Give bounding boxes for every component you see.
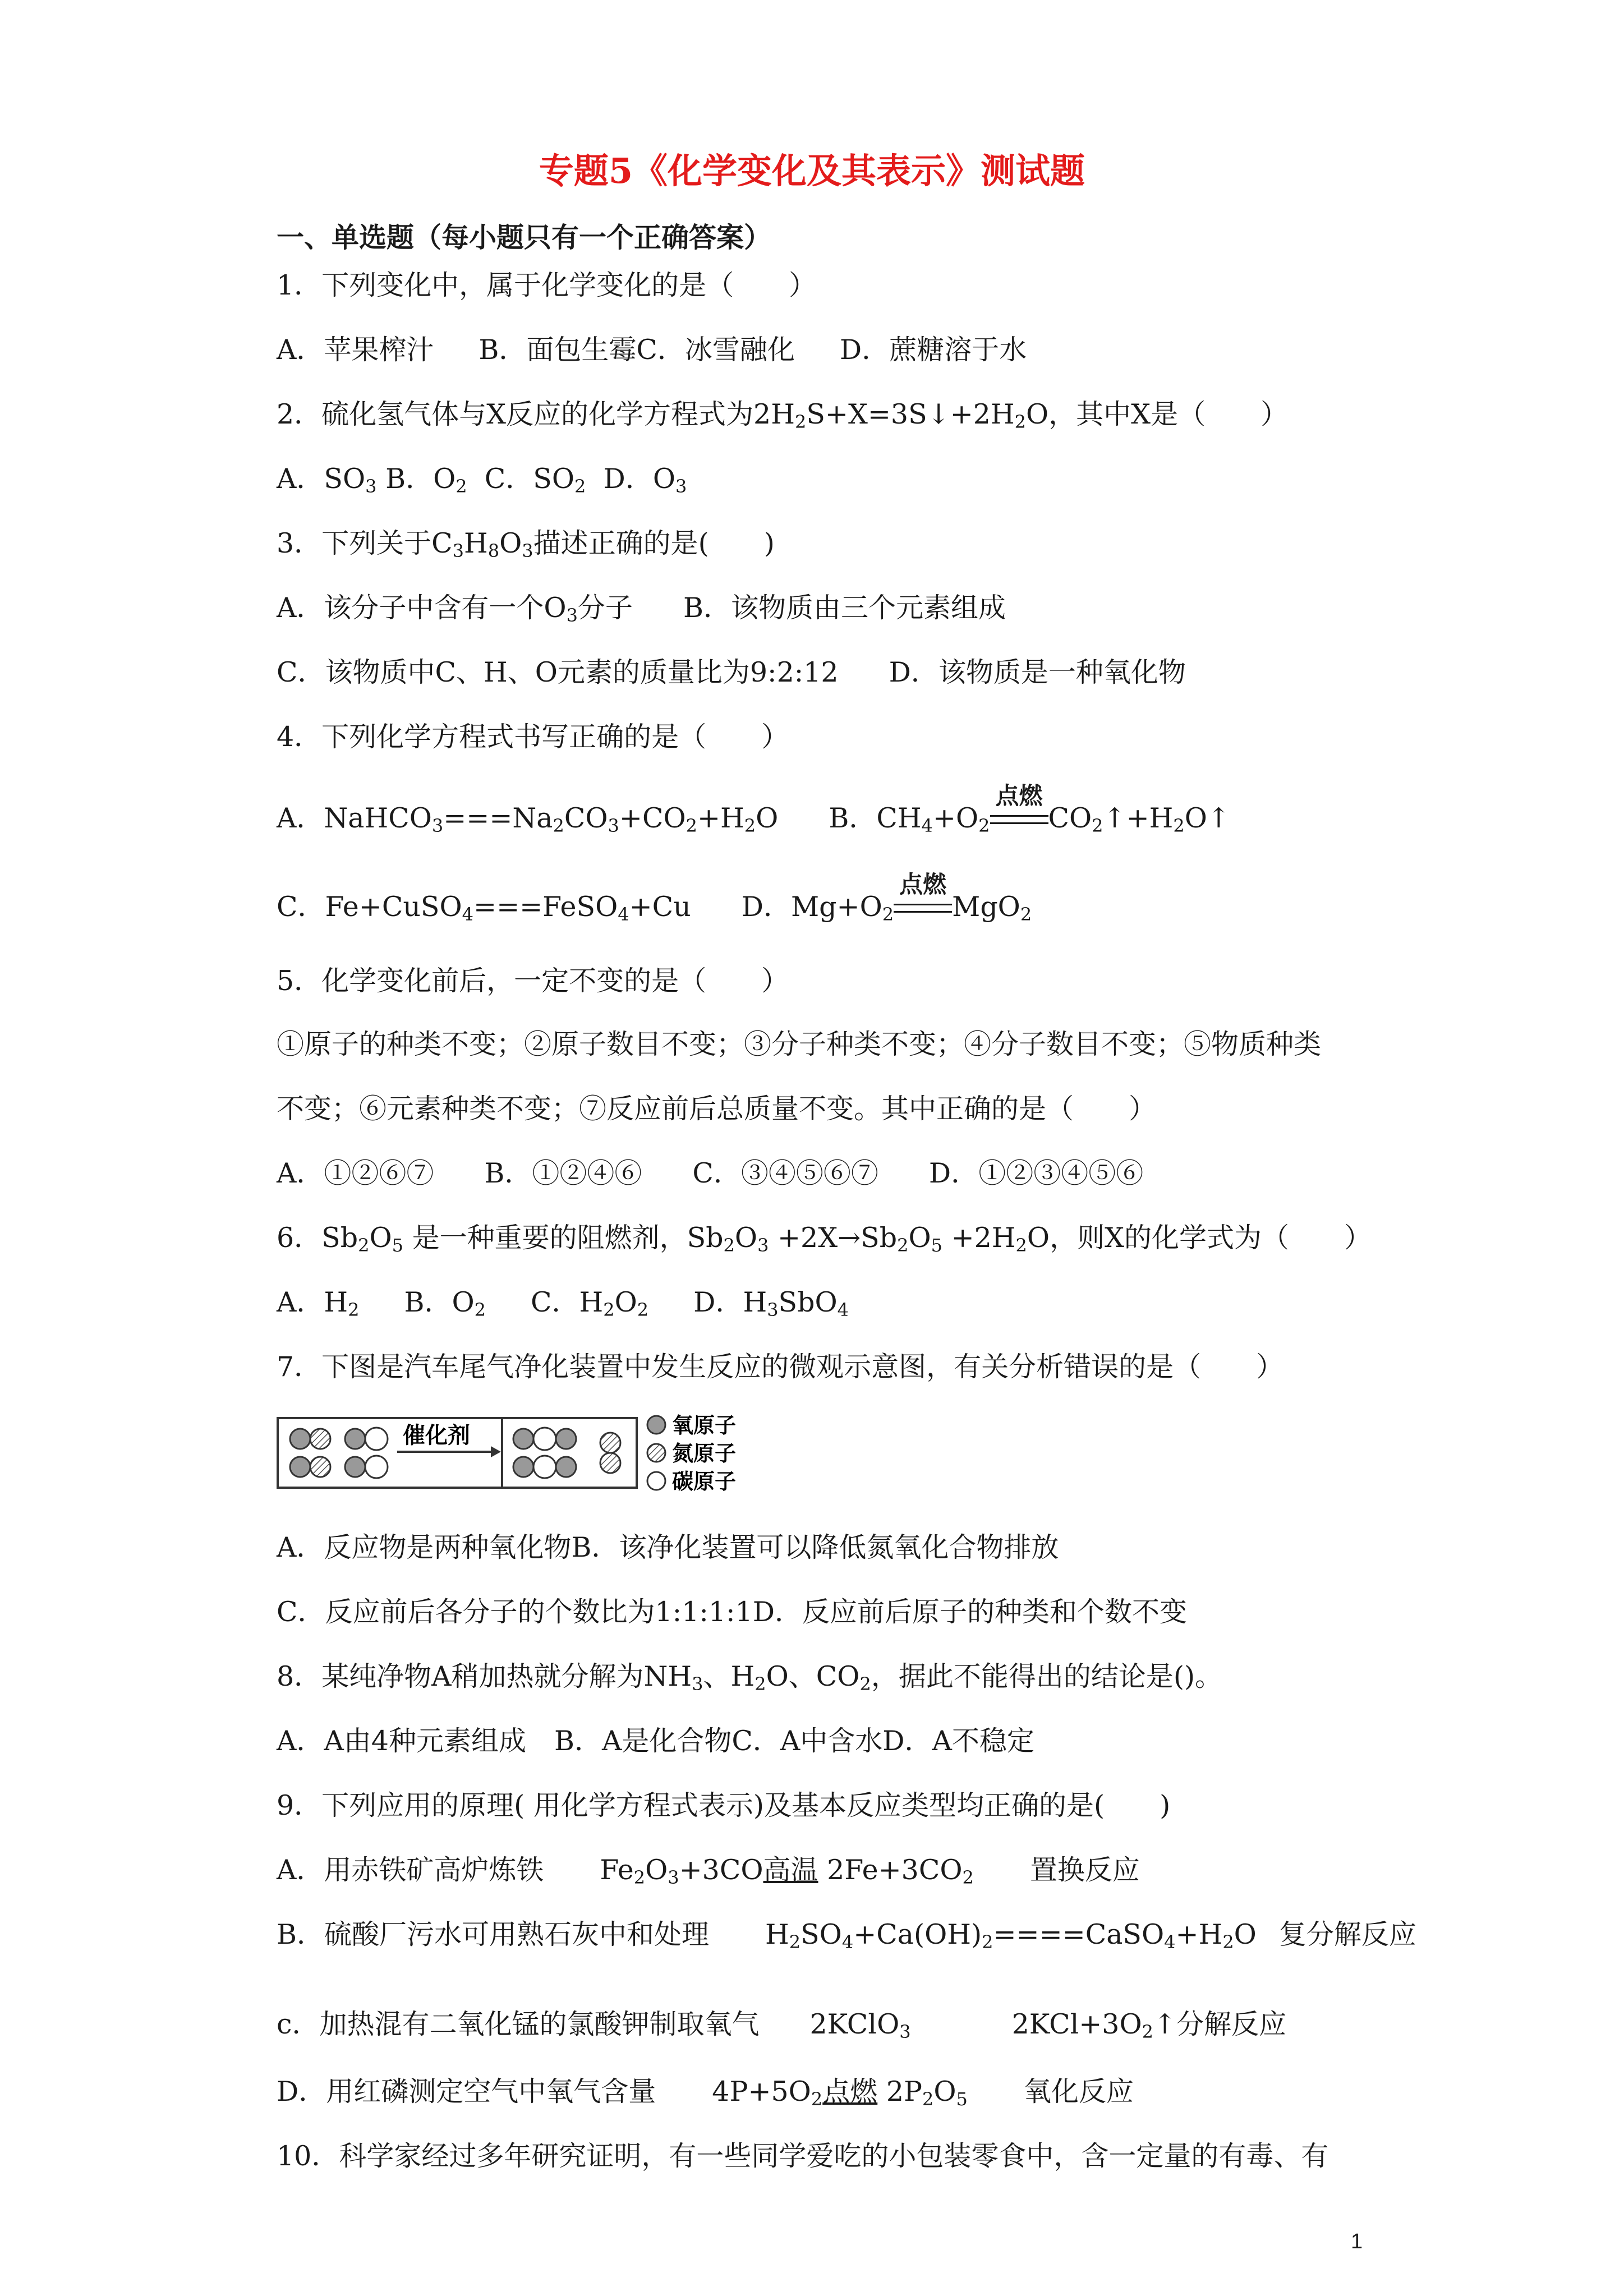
option-b: B．$O_2$ bbox=[385, 463, 467, 497]
option-d: D．$Mg+O_2$ 点燃 MgO$_2$ bbox=[741, 871, 1032, 925]
question-6-options bbox=[277, 1281, 849, 1320]
question-6-stem: 6．$Sb_2O_5$ 是一种重要的阻燃剂，$Sb_2O_3 +2X\to Sb_2O_5 +2H_2O$，则X的化学式为（ ） bbox=[277, 1222, 1372, 1256]
question-5-body-1: ①原子的种类不变；②原子数目不变；③分子种类不变；④分子数目不变；⑤物质种类 bbox=[277, 1028, 1322, 1060]
question-8-stem: 8．某纯净物A稍加热就分解为$NH_3$、$H_2O$、$CO_2$，据此不能得出的结论是()。 bbox=[277, 1660, 1223, 1695]
option-b: B．A是化合物 bbox=[554, 1725, 732, 1757]
reaction-diagram bbox=[277, 1408, 753, 1498]
text: S+X=3S↓+2H bbox=[806, 398, 1015, 430]
question-5-stem: 5．化学变化前后，一定不变的是（ ） bbox=[277, 965, 789, 997]
option-a: A．$SO_3$ bbox=[277, 463, 377, 497]
reaction-condition: 点燃 bbox=[894, 891, 952, 923]
option-c: C．③④⑤⑥⑦ bbox=[692, 1157, 878, 1189]
catalyst-label: 催化剂 bbox=[403, 1422, 470, 1448]
option-c: C．反应前后各分子的个数比为1:1:1:1 bbox=[277, 1596, 753, 1628]
question-8-options bbox=[277, 1719, 1034, 1759]
question-5-options bbox=[277, 1152, 1143, 1191]
option-d: D．反应前后原子的种类和个数不变 bbox=[752, 1596, 1188, 1628]
question-9-option-d: D．用红磷测定空气中氧气含量 $4P+5O_2$点燃 $2P_2O_5$ 氧化反应 bbox=[277, 2076, 1134, 2110]
question-4-options-cd bbox=[277, 871, 1032, 925]
option-a: A．反应物是两种氧化物 bbox=[277, 1531, 572, 1563]
option-d: D．蔗糖溶于水 bbox=[839, 334, 1027, 366]
option-a: A．苹果榨汁 bbox=[277, 334, 434, 366]
reaction-condition: 点燃 bbox=[822, 2076, 878, 2108]
question-9-option-c: c．加热混有二氧化锰的氯酸钾制取氧气 2KClO$_3$ $2KCl+3O_2↑$分解反应 bbox=[277, 2008, 1287, 2042]
question-4-stem: 4．下列化学方程式书写正确的是（ ） bbox=[277, 721, 789, 753]
option-c: C．该物质中C、H、O元素的质量比为9:2:12 bbox=[277, 656, 839, 688]
question-2-stem: 2．硫化氢气体与X反应的化学方程式为$2H_2S+X=3S↓+2H_2O$，其中X是（ ） bbox=[277, 398, 1289, 432]
option-a: A．该分子中含有一个$O_3$分子 bbox=[277, 592, 633, 626]
option-d: D．$H_3SbO_4$ bbox=[693, 1286, 849, 1320]
legend-carbon-icon bbox=[647, 1472, 665, 1490]
option-b: B．①②④⑥ bbox=[484, 1157, 642, 1189]
option-c: C．Fe+CuSO$_4$===FeSO$_4$+Cu bbox=[277, 891, 691, 925]
option-d: D．A不稳定 bbox=[882, 1725, 1034, 1757]
question-4-options-ab bbox=[277, 782, 1230, 836]
legend-nitrogen: 氮原子 bbox=[672, 1441, 737, 1466]
question-10-stem: 10．科学家经过多年研究证明，有一些同学爱吃的小包装零食中，含一定量的有毒、有 bbox=[277, 2140, 1329, 2172]
question-7-options-cd bbox=[277, 1590, 1187, 1630]
legend-oxygen-icon bbox=[647, 1416, 665, 1434]
question-9-stem: 9．下列应用的原理( 用化学方程式表示)及基本反应类型均正确的是( ) bbox=[277, 1789, 1171, 1821]
page-title: 专题5《化学变化及其表示》测试题 bbox=[539, 150, 1085, 191]
option-d: D．该物质是一种氧化物 bbox=[889, 656, 1186, 688]
option-c: C．A中含水 bbox=[732, 1725, 883, 1757]
option-c: C．$H_2O_2$ bbox=[531, 1286, 649, 1320]
page-number: 1 bbox=[1351, 2230, 1363, 2253]
legend-oxygen: 氧原子 bbox=[672, 1412, 737, 1438]
question-9-option-b: B．硫酸厂污水可用熟石灰中和处理 $H_2SO_4+Ca(OH)_2====CaSO_4+H_2O$ 复分解反应 bbox=[277, 1918, 1416, 1953]
question-3-options-ab bbox=[277, 586, 1006, 626]
question-1-options bbox=[277, 328, 1027, 367]
question-3-stem: 3．下列关于$C_3H_8O_3$描述正确的是( ) bbox=[277, 527, 775, 562]
option-a: A．①②⑥⑦ bbox=[277, 1157, 434, 1189]
question-7-options-ab bbox=[277, 1526, 1059, 1565]
option-b: B．该净化装置可以降低氮氧化合物排放 bbox=[571, 1531, 1059, 1563]
legend-carbon: 碳原子 bbox=[672, 1469, 737, 1494]
option-b: B．面包生霉 bbox=[479, 334, 637, 366]
option-b: B．$CH_4+O_2$ 点燃 $CO_2↑+H_2O↑$ bbox=[829, 782, 1230, 836]
option-b: B．该物质由三个元素组成 bbox=[683, 592, 1006, 624]
option-c: C．$SO_2$ bbox=[484, 463, 586, 497]
text: 2．硫化氢气体与X反应的化学方程式为2H bbox=[277, 398, 795, 430]
question-7-stem: 7．下图是汽车尾气净化装置中发生反应的微观示意图，有关分析错误的是（ ） bbox=[277, 1351, 1284, 1383]
option-b: B．$O_2$ bbox=[404, 1286, 486, 1320]
option-a: A．A由4种元素组成 bbox=[277, 1725, 526, 1757]
question-9-option-a: A．用赤铁矿高炉炼铁 $Fe_2O_3+3CO$高温 $2Fe+3CO_2$ 置换反应 bbox=[277, 1854, 1140, 1888]
legend-nitrogen-icon bbox=[647, 1444, 665, 1462]
reaction-condition: 点燃 bbox=[990, 802, 1048, 834]
option-d: D．①②③④⑤⑥ bbox=[928, 1157, 1144, 1189]
question-1-stem: 1．下列变化中，属于化学变化的是（ ） bbox=[277, 269, 817, 301]
option-a: A．$NaHCO_3===Na_2CO_3+CO_2+H_2O$ bbox=[277, 802, 779, 836]
option-d: D．$O_3$ bbox=[603, 463, 687, 497]
question-5-body-2: 不变；⑥元素种类不变；⑦反应前后总质量不变。其中正确的是（ ） bbox=[277, 1093, 1157, 1125]
option-c: C．冰雪融化 bbox=[636, 334, 795, 366]
reaction-condition: 高温 bbox=[763, 1854, 818, 1886]
question-3-options-cd bbox=[277, 651, 1186, 690]
question-2-options bbox=[277, 457, 687, 497]
option-a: A．$H_2$ bbox=[277, 1286, 360, 1320]
text: O，其中X是（ ） bbox=[1026, 398, 1289, 430]
section-heading: 一、单选题（每小题只有一个正确答案） bbox=[277, 221, 772, 254]
